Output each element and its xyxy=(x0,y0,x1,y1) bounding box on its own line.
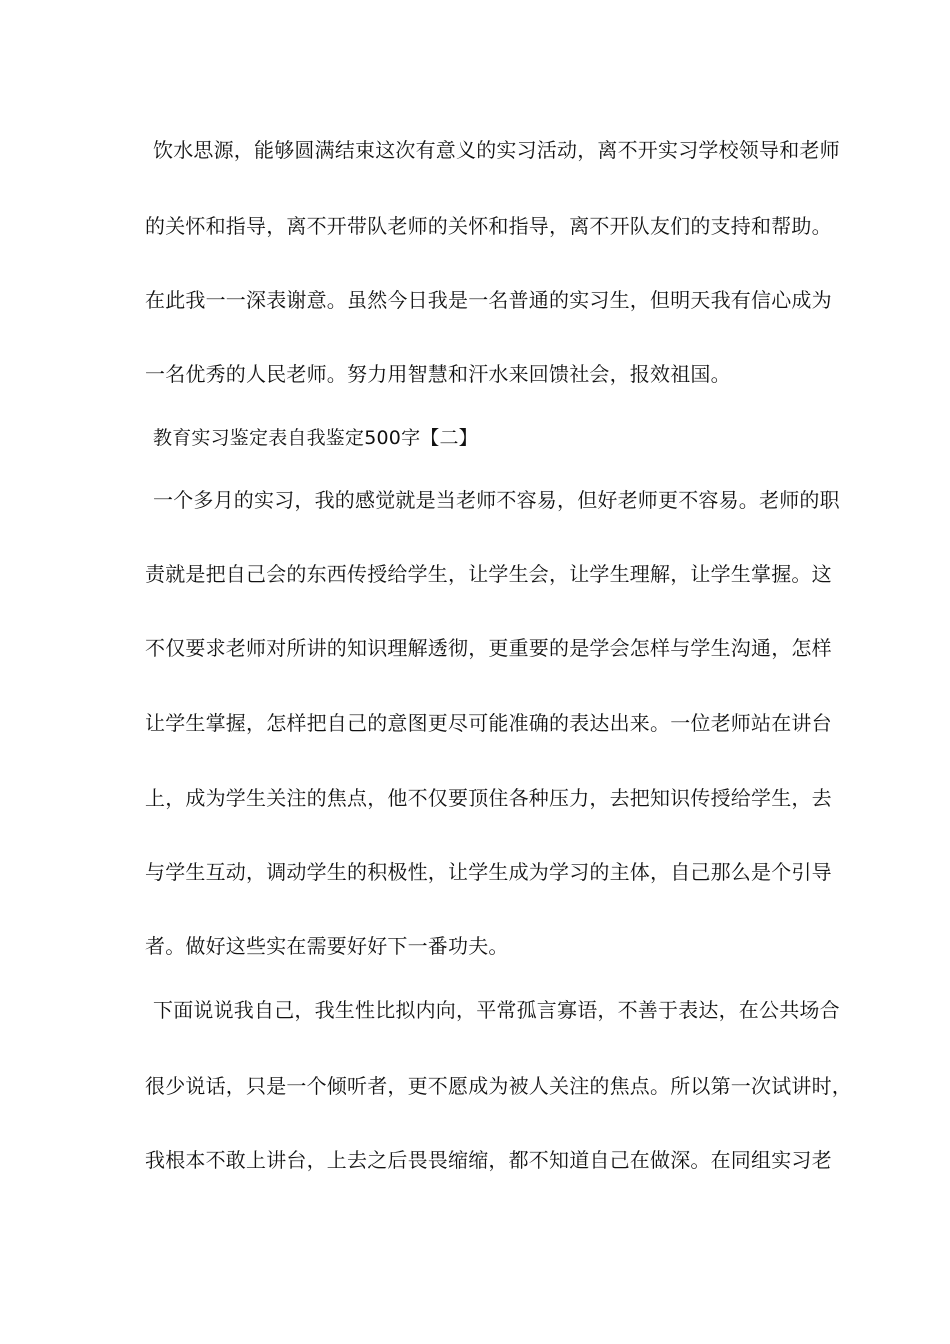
paragraph-1-line-1: 饮水思源，能够圆满结束这次有意义的实习活动，离不开实习学校领导和老师 xyxy=(153,138,840,162)
paragraph-2-line-4: 让学生掌握，怎样把自己的意图更尽可能准确的表达出来。一位老师站在讲台 xyxy=(145,711,832,735)
section-heading: 教育实习鉴定表自我鉴定500字【二】 xyxy=(153,427,478,449)
paragraph-2-line-7: 者。做好这些实在需要好好下一番功夫。 xyxy=(145,934,509,958)
paragraph-2-line-5: 上，成为学生关注的焦点，他不仅要顶住各种压力，去把知识传授给学生，去 xyxy=(145,786,832,810)
paragraph-2-line-1: 一个多月的实习，我的感觉就是当老师不容易，但好老师更不容易。老师的职 xyxy=(153,488,840,512)
paragraph-2-line-3: 不仅要求老师对所讲的知识理解透彻，更重要的是学会怎样与学生沟通，怎样 xyxy=(145,636,832,660)
paragraph-1-line-3: 在此我一一深表谢意。虽然今日我是一名普通的实习生，但明天我有信心成为 xyxy=(145,288,832,312)
paragraph-3-line-2: 很少说话，只是一个倾听者，更不愿成为被人关注的焦点。所以第一次试讲时， xyxy=(145,1074,852,1098)
paragraph-2-line-6: 与学生互动，调动学生的积极性，让学生成为学习的主体，自己那么是个引导 xyxy=(145,860,832,884)
paragraph-1-line-2: 的关怀和指导，离不开带队老师的关怀和指导，离不开队友们的支持和帮助。 xyxy=(145,214,832,238)
paragraph-2-line-2: 责就是把自己会的东西传授给学生，让学生会，让学生理解，让学生掌握。这 xyxy=(145,562,832,586)
paragraph-3-line-1: 下面说说我自己，我生性比拟内向，平常孤言寡语，不善于表达，在公共场合 xyxy=(153,998,840,1022)
paragraph-1-line-4: 一名优秀的人民老师。努力用智慧和汗水来回馈社会，报效祖国。 xyxy=(145,362,731,386)
paragraph-3-line-3: 我根本不敢上讲台，上去之后畏畏缩缩，都不知道自己在做深。在同组实习老 xyxy=(145,1148,832,1172)
